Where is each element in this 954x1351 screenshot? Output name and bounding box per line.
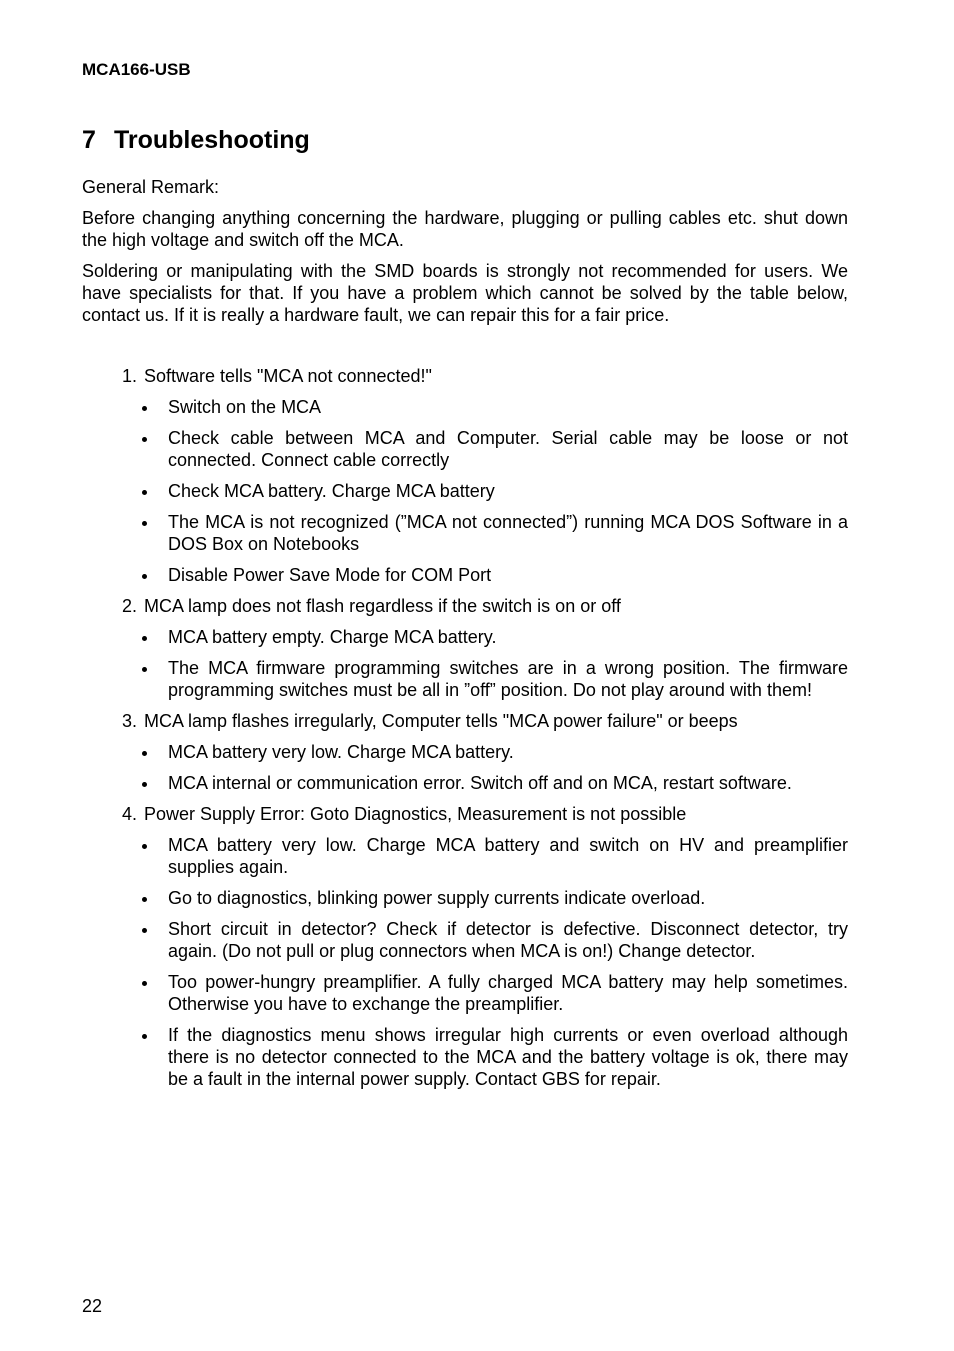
solution-item: Too power-hungry preamplifier. A fully charged MCA battery may help sometimes. Otherwise you have to exchange the preamplifier. [82, 971, 848, 1015]
issue-item [82, 365, 848, 586]
chapter-heading [82, 126, 310, 155]
bullet-icon [82, 834, 168, 878]
issue-title: Software tells "MCA not connected!" [144, 366, 432, 386]
issue-title: MCA lamp does not flash regardless if the switch is on or off [144, 596, 621, 616]
solution-list [82, 741, 848, 794]
bullet-icon [82, 427, 168, 471]
issue-number: 2. [122, 596, 138, 616]
solution-item: Go to diagnostics, blinking power supply currents indicate overload. [82, 887, 848, 909]
solution-item: Short circuit in detector? Check if detector is defective. Disconnect detector, try again. (Do not pull or plug connectors when MCA is on!) Change detector. [82, 918, 848, 962]
bullet-icon [82, 1024, 168, 1090]
issue-number: 1. [122, 366, 138, 386]
solution-item: MCA battery empty. Charge MCA battery. [82, 626, 848, 648]
bullet-icon [82, 657, 168, 701]
solution-item: Disable Power Save Mode for COM Port [82, 564, 848, 586]
intro-paragraph: Before changing anything concerning the hardware, plugging or pulling cables etc. shut down the high voltage and switch off the MCA. [82, 208, 848, 250]
solution-list [82, 626, 848, 701]
page-content [82, 176, 848, 1099]
bullet-icon [82, 971, 168, 1015]
bullet-icon [82, 918, 168, 962]
solution-item: Check MCA battery. Charge MCA battery [82, 480, 848, 502]
bullet-icon [82, 626, 168, 648]
bullet-icon [82, 480, 168, 502]
bullet-icon [82, 564, 168, 586]
issue-title: Power Supply Error: Goto Diagnostics, Measurement is not possible [144, 804, 687, 824]
chapter-title: Troubleshooting [114, 126, 310, 154]
solution-item: Check cable between MCA and Computer. Serial cable may be loose or not connected. Connect cable correctly [82, 427, 848, 471]
troubleshooting-list [82, 365, 848, 1090]
solution-item: MCA battery very low. Charge MCA battery. [82, 741, 848, 763]
bullet-icon [82, 772, 168, 794]
solution-item: The MCA firmware programming switches are in a wrong position. The firmware programming switches must be all in ”off” position. Do not play around with them! [82, 657, 848, 701]
solution-item: If the diagnostics menu shows irregular high currents or even overload although there is no detector connected to the MCA and the battery voltage is ok, there may be a fault in the internal power supply. Contact GBS for repair. [82, 1024, 848, 1090]
issue-number: 4. [122, 804, 138, 824]
remark-label: General Remark: [82, 177, 220, 197]
running-header: MCA166-USB [82, 60, 191, 79]
bullet-icon [82, 396, 168, 418]
intro-paragraph: Soldering or manipulating with the SMD boards is strongly not recommended for users. We have specialists for that. If you have a problem which cannot be solved by the table below, contact us. If it is really a hardware fault, we can repair this for a fair price. [82, 261, 848, 325]
chapter-number: 7 [82, 126, 96, 154]
issue-title: MCA lamp flashes irregularly, Computer tells "MCA power failure" or beeps [144, 711, 738, 731]
solution-item: The MCA is not recognized (”MCA not connected”) running MCA DOS Software in a DOS Box on Notebooks [82, 511, 848, 555]
solution-item: MCA internal or communication error. Switch off and on MCA, restart software. [82, 772, 848, 794]
solution-item: MCA battery very low. Charge MCA battery and switch on HV and preamplifier supplies again. [82, 834, 848, 878]
issue-item [82, 595, 848, 701]
issue-item [82, 710, 848, 794]
solution-item: Switch on the MCA [82, 396, 848, 418]
solution-list [82, 834, 848, 1090]
bullet-icon [82, 511, 168, 555]
issue-number: 3. [122, 711, 138, 731]
page-number: 22 [82, 1296, 103, 1316]
bullet-icon [82, 741, 168, 763]
issue-item [82, 803, 848, 1090]
bullet-icon [82, 887, 168, 909]
solution-list [82, 396, 848, 586]
